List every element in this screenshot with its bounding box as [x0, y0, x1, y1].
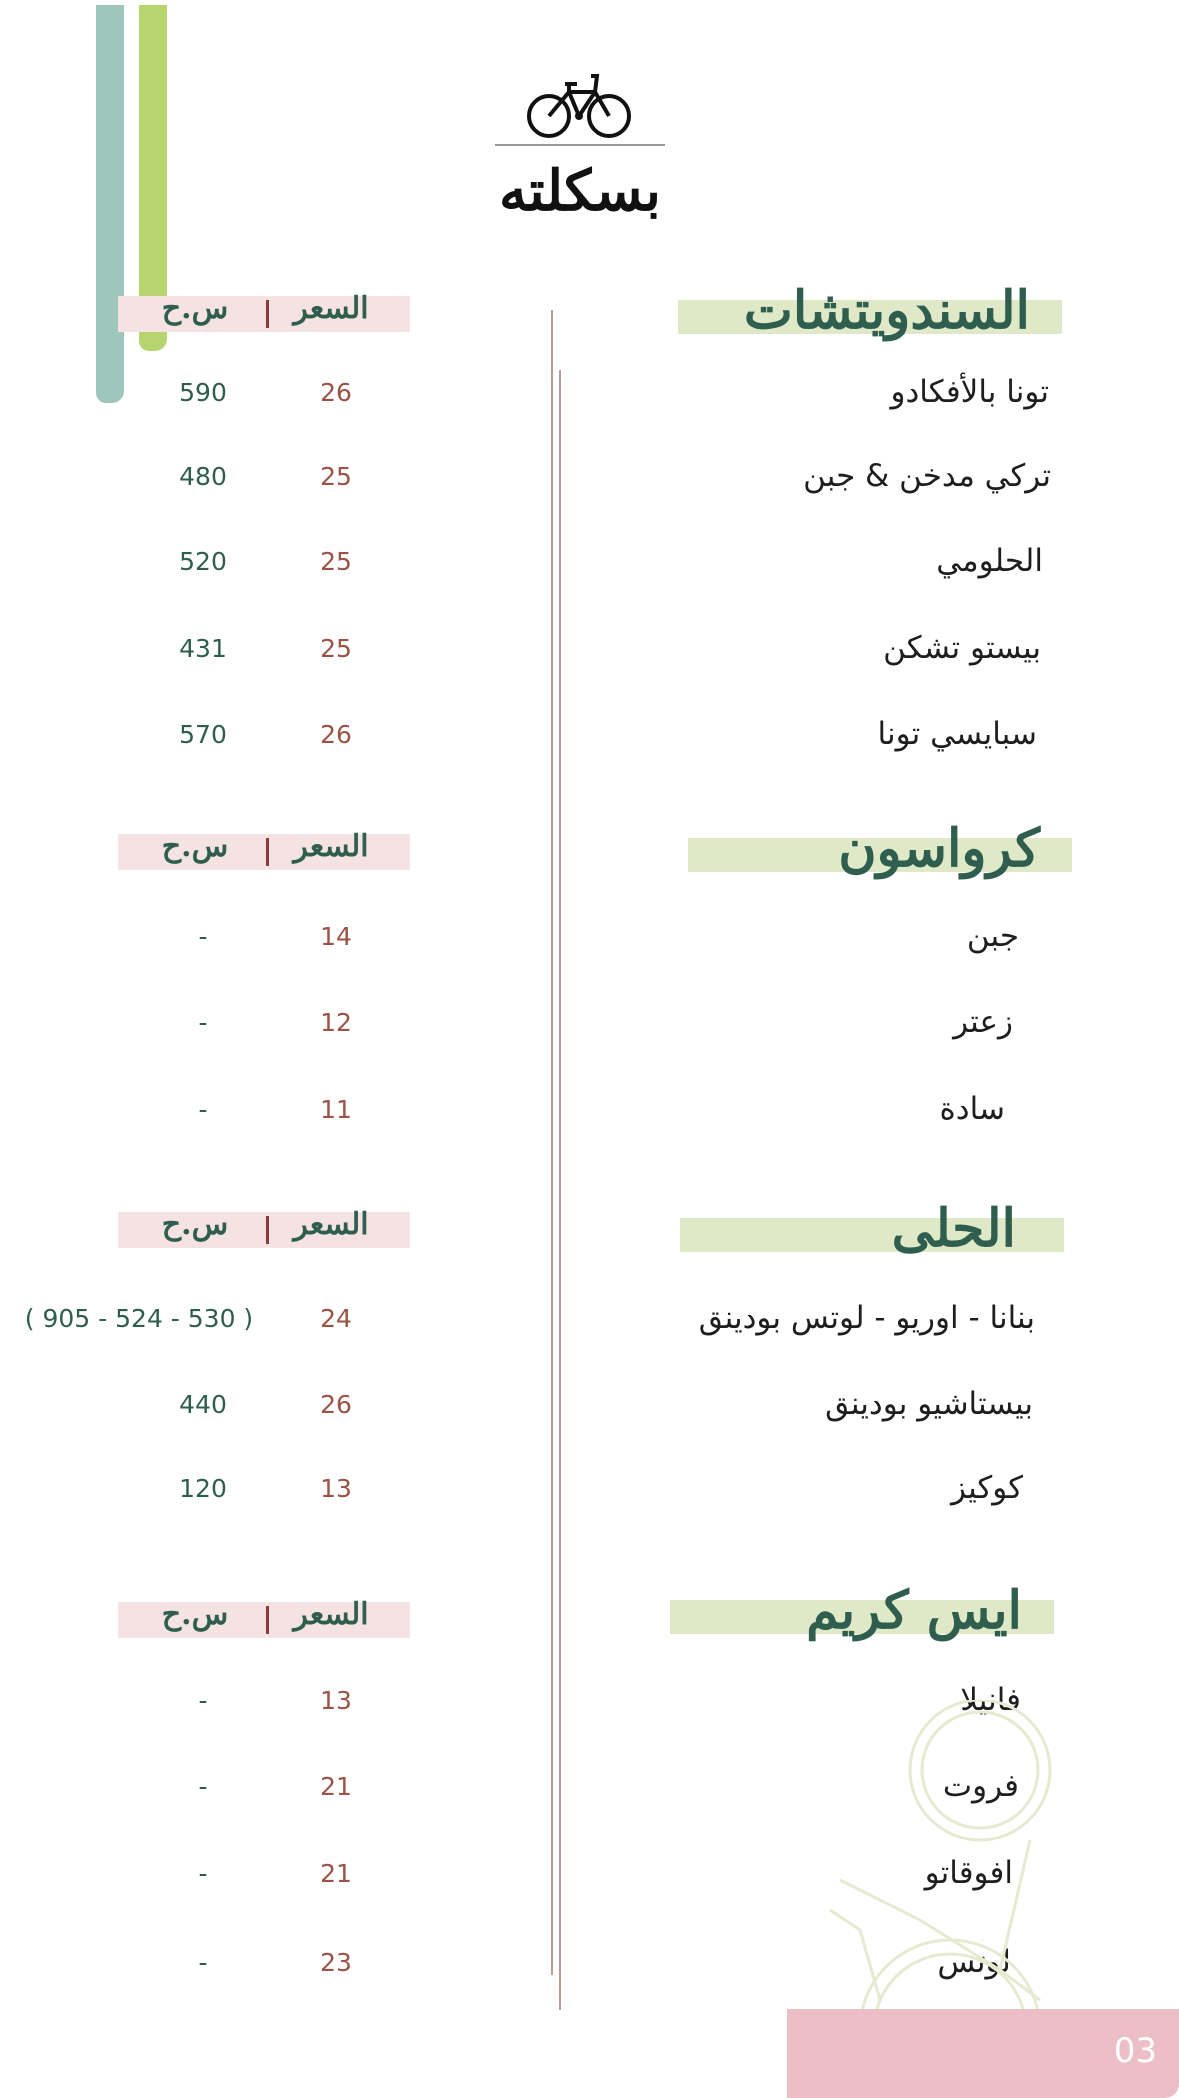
item-price: 13 [320, 1474, 352, 1503]
bicycle-icon [525, 70, 635, 142]
page-number: 03 [1113, 2031, 1157, 2071]
menu-item [0, 918, 1179, 962]
item-name: الحلومي [936, 543, 1043, 579]
item-calories: - [198, 1772, 208, 1801]
section-title-text: ايس كريم [806, 1580, 1022, 1641]
calories-column-label: س.ح [161, 1207, 229, 1242]
section-title-sandwiches [678, 280, 1062, 341]
decorative-stripe-teal [96, 5, 124, 403]
item-calories: - [198, 1948, 208, 1977]
item-price: 25 [320, 547, 352, 576]
menu-item [0, 543, 1179, 587]
item-price: 13 [320, 1686, 352, 1715]
item-calories: 590 [179, 378, 227, 407]
item-price: 12 [320, 1008, 352, 1037]
header-separator [266, 1606, 269, 1634]
menu-item [0, 716, 1179, 760]
item-name: زعتر [953, 1004, 1013, 1040]
header-separator [266, 300, 269, 328]
item-calories: - [198, 1095, 208, 1124]
item-calories: 480 [179, 462, 227, 491]
header-separator [266, 1216, 269, 1244]
item-calories: 120 [179, 1474, 227, 1503]
item-price: 25 [320, 462, 352, 491]
item-name: سبايسي تونا [877, 716, 1037, 752]
column-header [118, 291, 410, 332]
section-title-ice-cream [670, 1580, 1054, 1641]
item-name: فروت [942, 1768, 1019, 1804]
item-name: بيستو تشكن [883, 630, 1041, 666]
item-name: بيستاشيو بودينق [825, 1386, 1033, 1422]
brand-logo [490, 70, 670, 235]
menu-item [0, 1386, 1179, 1430]
section-title-croissant [688, 818, 1072, 879]
calories-column-label: س.ح [161, 829, 229, 864]
item-calories: 431 [179, 634, 227, 663]
item-price: 23 [320, 1948, 352, 1977]
item-name: جبن [966, 918, 1019, 954]
page-footer [787, 2009, 1179, 2098]
item-calories: ( 905 - 524 - 530 ) [24, 1304, 254, 1333]
price-column-label: السعر [293, 1597, 369, 1632]
item-calories: - [198, 1008, 208, 1037]
menu-item [0, 630, 1179, 674]
item-price: 26 [320, 378, 352, 407]
section-title-text: الحلى [891, 1198, 1016, 1259]
item-calories: 440 [179, 1390, 227, 1419]
item-name: سادة [939, 1091, 1005, 1127]
item-price: 14 [320, 922, 352, 951]
item-price: 25 [320, 634, 352, 663]
item-name: فانيلا [960, 1682, 1021, 1718]
menu-item [0, 1091, 1179, 1135]
item-price: 21 [320, 1772, 352, 1801]
price-column-label: السعر [293, 291, 369, 326]
menu-item [0, 374, 1179, 418]
column-divider [559, 370, 561, 2010]
menu-item [0, 458, 1179, 502]
column-header [118, 1597, 410, 1638]
section-title-text: كرواسون [838, 818, 1040, 879]
item-name: تونا بالأفكادو [890, 374, 1049, 410]
item-calories: - [198, 1686, 208, 1715]
item-price: 11 [320, 1095, 352, 1124]
calories-column-label: س.ح [161, 1597, 229, 1632]
item-calories: 520 [179, 547, 227, 576]
item-price: 21 [320, 1859, 352, 1888]
item-name: افوقاتو [924, 1855, 1013, 1891]
calories-column-label: س.ح [161, 291, 229, 326]
item-name: بنانا - اوريو - لوتس بودينق [698, 1300, 1035, 1336]
price-column-label: السعر [293, 829, 369, 864]
item-name: لوتس [937, 1944, 1011, 1980]
item-calories: - [198, 922, 208, 951]
brand-name: بسكلته [499, 158, 661, 224]
menu-item [0, 1300, 1179, 1344]
item-price: 26 [320, 720, 352, 749]
section-title-desserts [680, 1198, 1064, 1259]
item-price: 26 [320, 1390, 352, 1419]
item-price: 24 [320, 1304, 352, 1333]
menu-item [0, 1470, 1179, 1514]
logo-divider [495, 144, 665, 146]
column-header [118, 829, 410, 870]
section-title-text: السندويتشات [743, 280, 1030, 341]
price-column-label: السعر [293, 1207, 369, 1242]
item-name: تركي مدخن & جبن [803, 458, 1051, 494]
menu-item [0, 1004, 1179, 1048]
header-separator [266, 838, 269, 866]
column-header [118, 1207, 410, 1248]
item-calories: 570 [179, 720, 227, 749]
item-name: كوكيز [951, 1470, 1023, 1506]
item-calories: - [198, 1859, 208, 1888]
